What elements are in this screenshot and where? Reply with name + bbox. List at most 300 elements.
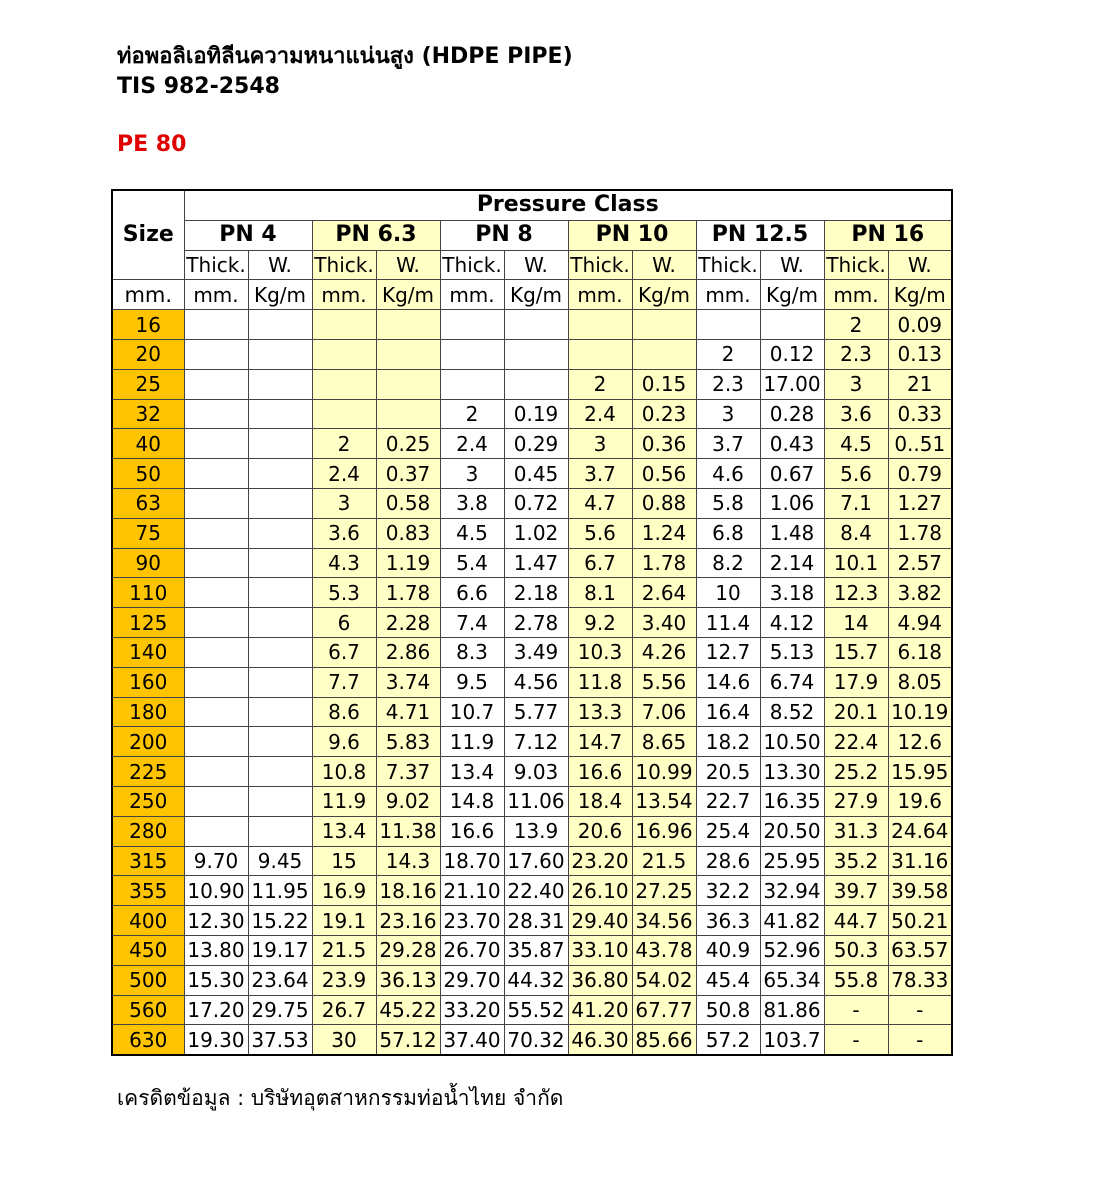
weight-cell: 13.9: [504, 816, 568, 846]
weight-cell: 14.3: [376, 846, 440, 876]
table-row: [112, 488, 952, 518]
thick-cell: 6.7: [568, 548, 632, 578]
weight-cell: 0.37: [376, 459, 440, 489]
thick-cell: 4.5: [440, 518, 504, 548]
thick-cell: 10.7: [440, 697, 504, 727]
thick-cell: 3: [312, 488, 376, 518]
thick-cell: 9.2: [568, 608, 632, 638]
weight-cell: [248, 310, 312, 340]
thick-cell: 4.6: [696, 459, 760, 489]
weight-cell: 17.00: [760, 369, 824, 399]
thick-cell: [184, 369, 248, 399]
weight-cell: [248, 369, 312, 399]
thick-cell: 14.8: [440, 786, 504, 816]
unit-weight: Kg/m: [760, 280, 824, 310]
weight-cell: 16.96: [632, 816, 696, 846]
weight-cell: 13.30: [760, 757, 824, 787]
weight-cell: 0.72: [504, 488, 568, 518]
thick-cell: 36.80: [568, 965, 632, 995]
thick-cell: 23.70: [440, 906, 504, 936]
size-cell: 90: [112, 548, 184, 578]
thick-cell: 22.4: [824, 727, 888, 757]
weight-cell: 4.94: [888, 608, 952, 638]
thick-cell: [184, 399, 248, 429]
size-cell: 225: [112, 757, 184, 787]
thick-cell: 9.6: [312, 727, 376, 757]
thick-cell: 8.4: [824, 518, 888, 548]
thick-cell: 7.7: [312, 667, 376, 697]
weight-cell: 2.86: [376, 637, 440, 667]
thick-cell: [184, 667, 248, 697]
thick-cell: 50.8: [696, 995, 760, 1025]
thick-cell: 13.3: [568, 697, 632, 727]
weight-cell: 0.79: [888, 459, 952, 489]
weight-cell: -: [888, 1025, 952, 1055]
table-row: [112, 727, 952, 757]
weight-cell: 0.19: [504, 399, 568, 429]
unit-thick: mm.: [440, 280, 504, 310]
weight-cell: 3.49: [504, 637, 568, 667]
weight-cell: 63.57: [888, 935, 952, 965]
thick-cell: 5.6: [824, 459, 888, 489]
weight-cell: 0.23: [632, 399, 696, 429]
weight-cell: [248, 816, 312, 846]
size-cell: 50: [112, 459, 184, 489]
weight-cell: 50.21: [888, 906, 952, 936]
size-cell: 32: [112, 399, 184, 429]
class-header-pn10: PN 10: [568, 220, 696, 250]
size-cell: 315: [112, 846, 184, 876]
subheader-thick: Thick.: [312, 250, 376, 280]
subheader-thick: Thick.: [568, 250, 632, 280]
weight-cell: [248, 757, 312, 787]
thick-cell: -: [824, 1025, 888, 1055]
table-row: [112, 965, 952, 995]
weight-cell: 21: [888, 369, 952, 399]
weight-cell: 4.26: [632, 637, 696, 667]
weight-cell: 9.03: [504, 757, 568, 787]
weight-cell: 0.25: [376, 429, 440, 459]
weight-cell: 8.05: [888, 667, 952, 697]
size-cell: 500: [112, 965, 184, 995]
thick-cell: 27.9: [824, 786, 888, 816]
weight-cell: 67.77: [632, 995, 696, 1025]
thick-cell: 11.9: [312, 786, 376, 816]
thick-cell: 2: [440, 399, 504, 429]
thick-cell: 23.9: [312, 965, 376, 995]
table-row: [112, 459, 952, 489]
weight-cell: 0.45: [504, 459, 568, 489]
weight-cell: [248, 429, 312, 459]
weight-cell: 103.7: [760, 1025, 824, 1055]
thick-cell: 10.3: [568, 637, 632, 667]
weight-cell: [248, 727, 312, 757]
table-row: [112, 816, 952, 846]
weight-cell: 19.17: [248, 935, 312, 965]
thick-cell: [696, 310, 760, 340]
thick-cell: 3: [696, 399, 760, 429]
thick-cell: 37.40: [440, 1025, 504, 1055]
weight-cell: 7.12: [504, 727, 568, 757]
weight-cell: 19.6: [888, 786, 952, 816]
weight-cell: 1.47: [504, 548, 568, 578]
thick-cell: 46.30: [568, 1025, 632, 1055]
thick-cell: 2: [824, 310, 888, 340]
table-row: [112, 548, 952, 578]
table-row: [112, 757, 952, 787]
weight-cell: 20.50: [760, 816, 824, 846]
thick-cell: 23.20: [568, 846, 632, 876]
weight-cell: 3.18: [760, 578, 824, 608]
thick-cell: 2.4: [440, 429, 504, 459]
page-title: ท่อพอลิเอทิลีนความหนาแน่นสูง (HDPE PIPE): [117, 44, 573, 69]
thick-cell: [312, 399, 376, 429]
standard-code: TIS 982-2548: [117, 74, 280, 99]
weight-cell: 0.83: [376, 518, 440, 548]
class-header-pn8: PN 8: [440, 220, 568, 250]
table-row: [112, 697, 952, 727]
weight-cell: 0.33: [888, 399, 952, 429]
thick-cell: 10.1: [824, 548, 888, 578]
weight-cell: 21.5: [632, 846, 696, 876]
thick-cell: 10: [696, 578, 760, 608]
thick-cell: 16.4: [696, 697, 760, 727]
weight-cell: 0.13: [888, 339, 952, 369]
thick-cell: 4.5: [824, 429, 888, 459]
weight-cell: 23.16: [376, 906, 440, 936]
weight-cell: 1.06: [760, 488, 824, 518]
size-cell: 75: [112, 518, 184, 548]
table-body: [112, 310, 952, 1055]
thick-cell: 3: [440, 459, 504, 489]
thick-cell: [184, 310, 248, 340]
weight-cell: 15.22: [248, 906, 312, 936]
table-row: [112, 339, 952, 369]
thick-cell: 13.4: [440, 757, 504, 787]
weight-cell: 9.45: [248, 846, 312, 876]
weight-cell: [248, 608, 312, 638]
weight-cell: 3.40: [632, 608, 696, 638]
unit-weight: Kg/m: [248, 280, 312, 310]
weight-cell: 41.82: [760, 906, 824, 936]
weight-cell: 35.87: [504, 935, 568, 965]
weight-cell: 29.28: [376, 935, 440, 965]
size-cell: 180: [112, 697, 184, 727]
subheader-weight: W.: [248, 250, 312, 280]
weight-cell: 24.64: [888, 816, 952, 846]
weight-cell: 10.50: [760, 727, 824, 757]
thick-cell: 6.6: [440, 578, 504, 608]
unit-row: [112, 280, 952, 310]
table-row: [112, 935, 952, 965]
class-header-row: [112, 220, 952, 250]
thick-cell: 16.6: [440, 816, 504, 846]
weight-cell: 1.48: [760, 518, 824, 548]
weight-cell: [248, 399, 312, 429]
weight-cell: [760, 310, 824, 340]
thick-cell: 45.4: [696, 965, 760, 995]
size-cell: 280: [112, 816, 184, 846]
weight-cell: 65.34: [760, 965, 824, 995]
weight-cell: 5.77: [504, 697, 568, 727]
weight-cell: 7.37: [376, 757, 440, 787]
thick-cell: 5.8: [696, 488, 760, 518]
thick-cell: [184, 757, 248, 787]
subheader-row: [112, 250, 952, 280]
thick-cell: 18.70: [440, 846, 504, 876]
weight-cell: 0.12: [760, 339, 824, 369]
subheader-thick: Thick.: [824, 250, 888, 280]
weight-cell: [504, 310, 568, 340]
thick-cell: 16.6: [568, 757, 632, 787]
weight-cell: 70.32: [504, 1025, 568, 1055]
thick-cell: 2.4: [312, 459, 376, 489]
thick-cell: 11.8: [568, 667, 632, 697]
thick-cell: 35.2: [824, 846, 888, 876]
weight-cell: 2.64: [632, 578, 696, 608]
thick-cell: 3.8: [440, 488, 504, 518]
thick-cell: 4.7: [568, 488, 632, 518]
weight-cell: 36.13: [376, 965, 440, 995]
weight-cell: [248, 518, 312, 548]
thick-cell: 3.7: [696, 429, 760, 459]
weight-cell: 0.15: [632, 369, 696, 399]
class-header-pn4: PN 4: [184, 220, 312, 250]
size-cell: 140: [112, 637, 184, 667]
size-header: Size: [112, 190, 184, 280]
weight-cell: 2.28: [376, 608, 440, 638]
thick-cell: 2.3: [696, 369, 760, 399]
thick-cell: 4.3: [312, 548, 376, 578]
thick-cell: 57.2: [696, 1025, 760, 1055]
weight-cell: [248, 548, 312, 578]
weight-cell: [248, 488, 312, 518]
thick-cell: 20.6: [568, 816, 632, 846]
weight-cell: 0.56: [632, 459, 696, 489]
weight-cell: [376, 339, 440, 369]
size-cell: 250: [112, 786, 184, 816]
size-cell: 20: [112, 339, 184, 369]
weight-cell: 4.71: [376, 697, 440, 727]
size-cell: 25: [112, 369, 184, 399]
table-row: [112, 369, 952, 399]
weight-cell: 0.67: [760, 459, 824, 489]
thick-cell: 8.1: [568, 578, 632, 608]
subheader-weight: W.: [888, 250, 952, 280]
weight-cell: 2.14: [760, 548, 824, 578]
weight-cell: 10.99: [632, 757, 696, 787]
thick-cell: 12.30: [184, 906, 248, 936]
thick-cell: 20.5: [696, 757, 760, 787]
weight-cell: 0.43: [760, 429, 824, 459]
weight-cell: 11.38: [376, 816, 440, 846]
weight-cell: 0.58: [376, 488, 440, 518]
unit-thick: mm.: [312, 280, 376, 310]
thick-cell: 5.3: [312, 578, 376, 608]
weight-cell: 16.35: [760, 786, 824, 816]
thick-cell: 3.7: [568, 459, 632, 489]
thick-cell: [568, 310, 632, 340]
weight-cell: 34.56: [632, 906, 696, 936]
weight-cell: [376, 399, 440, 429]
thick-cell: 50.3: [824, 935, 888, 965]
weight-cell: [632, 339, 696, 369]
weight-cell: [248, 667, 312, 697]
thick-cell: 15: [312, 846, 376, 876]
weight-cell: 43.78: [632, 935, 696, 965]
weight-cell: 5.83: [376, 727, 440, 757]
subheader-thick: Thick.: [440, 250, 504, 280]
weight-cell: 11.95: [248, 876, 312, 906]
weight-cell: 29.75: [248, 995, 312, 1025]
weight-cell: 0.88: [632, 488, 696, 518]
weight-cell: 44.32: [504, 965, 568, 995]
table-row: [112, 310, 952, 340]
pressure-class-header: Pressure Class: [184, 190, 952, 220]
thick-cell: 13.4: [312, 816, 376, 846]
weight-cell: 25.95: [760, 846, 824, 876]
weight-cell: [248, 637, 312, 667]
thick-cell: 21.10: [440, 876, 504, 906]
weight-cell: -: [888, 995, 952, 1025]
weight-cell: 5.56: [632, 667, 696, 697]
table-row: [112, 786, 952, 816]
thick-cell: 2.4: [568, 399, 632, 429]
weight-cell: 22.40: [504, 876, 568, 906]
weight-cell: 78.33: [888, 965, 952, 995]
thick-cell: 17.9: [824, 667, 888, 697]
thick-cell: 36.3: [696, 906, 760, 936]
unit-thick: mm.: [824, 280, 888, 310]
weight-cell: 27.25: [632, 876, 696, 906]
size-cell: 200: [112, 727, 184, 757]
thick-cell: 15.7: [824, 637, 888, 667]
thick-cell: 11.9: [440, 727, 504, 757]
weight-cell: [248, 697, 312, 727]
thick-cell: -: [824, 995, 888, 1025]
size-cell: 63: [112, 488, 184, 518]
weight-cell: 0..51: [888, 429, 952, 459]
thick-cell: 26.10: [568, 876, 632, 906]
weight-cell: [248, 578, 312, 608]
table-row: [112, 876, 952, 906]
size-cell: 16: [112, 310, 184, 340]
weight-cell: 0.09: [888, 310, 952, 340]
weight-cell: 1.02: [504, 518, 568, 548]
thick-cell: 2: [696, 339, 760, 369]
thick-cell: 18.4: [568, 786, 632, 816]
weight-cell: [248, 459, 312, 489]
thick-cell: 25.2: [824, 757, 888, 787]
thick-cell: [184, 518, 248, 548]
thick-cell: 33.10: [568, 935, 632, 965]
thick-cell: 6: [312, 608, 376, 638]
weight-cell: 10.19: [888, 697, 952, 727]
size-cell: 110: [112, 578, 184, 608]
thick-cell: 9.5: [440, 667, 504, 697]
table-row: [112, 846, 952, 876]
weight-cell: 1.78: [376, 578, 440, 608]
weight-cell: 9.02: [376, 786, 440, 816]
thick-cell: [184, 816, 248, 846]
weight-cell: 81.86: [760, 995, 824, 1025]
thick-cell: [312, 310, 376, 340]
thick-cell: 6.8: [696, 518, 760, 548]
thick-cell: 3.6: [312, 518, 376, 548]
weight-cell: 45.22: [376, 995, 440, 1025]
thick-cell: 14.7: [568, 727, 632, 757]
weight-cell: 52.96: [760, 935, 824, 965]
table-row: [112, 995, 952, 1025]
weight-cell: 3.82: [888, 578, 952, 608]
grade-label: PE 80: [117, 132, 187, 157]
thick-cell: 29.70: [440, 965, 504, 995]
weight-cell: [248, 339, 312, 369]
table-row: [112, 608, 952, 638]
thick-cell: 28.6: [696, 846, 760, 876]
thick-cell: 10.8: [312, 757, 376, 787]
unit-size: mm.: [112, 280, 184, 310]
size-cell: 40: [112, 429, 184, 459]
thick-cell: 6.7: [312, 637, 376, 667]
weight-cell: 0.28: [760, 399, 824, 429]
unit-weight: Kg/m: [376, 280, 440, 310]
thick-cell: 26.7: [312, 995, 376, 1025]
thick-cell: 2: [312, 429, 376, 459]
weight-cell: 1.78: [632, 548, 696, 578]
thick-cell: 15.30: [184, 965, 248, 995]
size-cell: 125: [112, 608, 184, 638]
size-cell: 560: [112, 995, 184, 1025]
thick-cell: 12.7: [696, 637, 760, 667]
thick-cell: 14: [824, 608, 888, 638]
weight-cell: 2.78: [504, 608, 568, 638]
table-row: [112, 637, 952, 667]
weight-cell: 2.18: [504, 578, 568, 608]
weight-cell: 2.57: [888, 548, 952, 578]
thick-cell: [440, 369, 504, 399]
unit-thick: mm.: [568, 280, 632, 310]
thick-cell: 13.80: [184, 935, 248, 965]
size-cell: 355: [112, 876, 184, 906]
class-header-pn16: PN 16: [824, 220, 952, 250]
thick-cell: [312, 339, 376, 369]
unit-thick: mm.: [696, 280, 760, 310]
thick-cell: 8.6: [312, 697, 376, 727]
table-row: [112, 667, 952, 697]
thick-cell: [184, 608, 248, 638]
thick-cell: 41.20: [568, 995, 632, 1025]
weight-cell: 37.53: [248, 1025, 312, 1055]
weight-cell: [504, 369, 568, 399]
weight-cell: [376, 310, 440, 340]
weight-cell: 85.66: [632, 1025, 696, 1055]
thick-cell: 33.20: [440, 995, 504, 1025]
thick-cell: 39.7: [824, 876, 888, 906]
weight-cell: 4.12: [760, 608, 824, 638]
weight-cell: [504, 339, 568, 369]
thick-cell: 14.6: [696, 667, 760, 697]
thick-cell: [184, 727, 248, 757]
thick-cell: [184, 488, 248, 518]
thick-cell: 2: [568, 369, 632, 399]
thick-cell: [184, 578, 248, 608]
thick-cell: 32.2: [696, 876, 760, 906]
thick-cell: 20.1: [824, 697, 888, 727]
weight-cell: 1.27: [888, 488, 952, 518]
pipe-spec-table: [111, 189, 953, 1056]
thick-cell: [184, 459, 248, 489]
